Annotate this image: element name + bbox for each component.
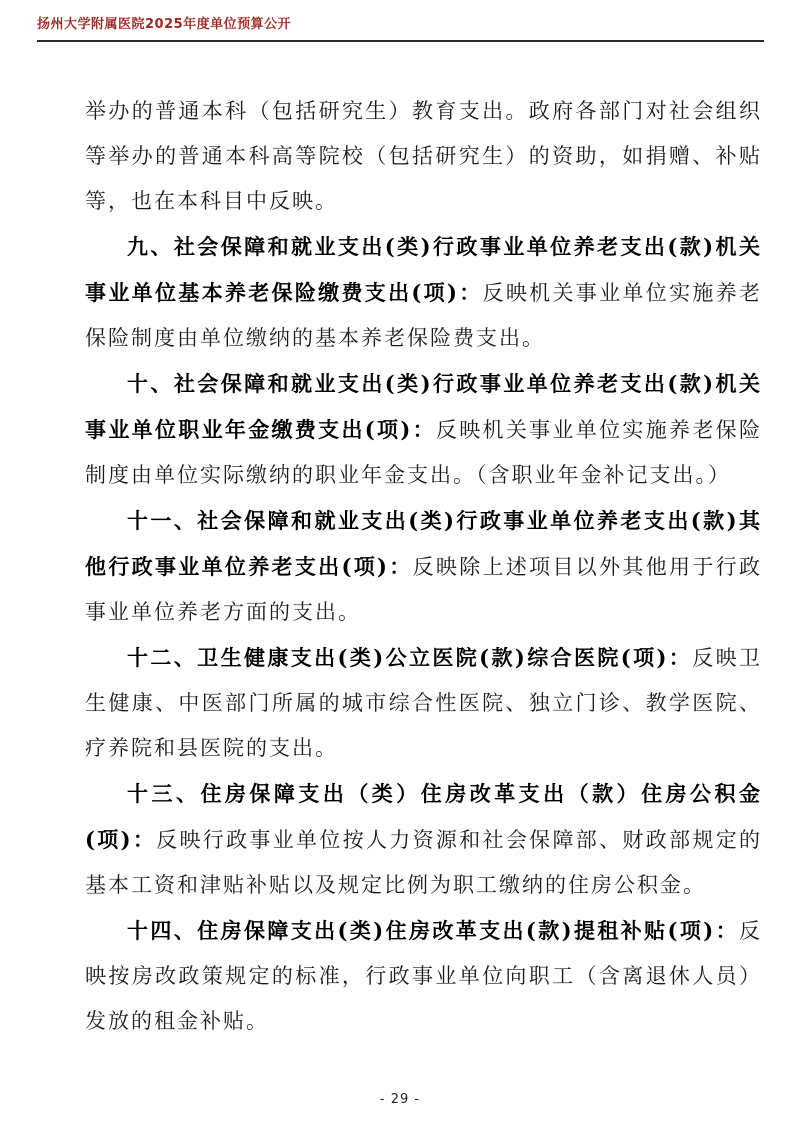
page-header xyxy=(37,0,764,42)
body-paragraph xyxy=(85,224,762,361)
body-paragraph xyxy=(85,635,762,771)
paragraph-text: 反映卫生健康、中医部门所属的城市综合性医院、独立门诊、教学医院、疗养院和县医院的支出。 xyxy=(85,646,763,760)
body-paragraph xyxy=(85,908,762,1044)
paragraph-lead: 十一、社会保障和就业支出(类)行政事业单位养老支出(款)其他行政事业单位养老支出(项)： xyxy=(85,508,762,579)
body-paragraph xyxy=(85,498,762,635)
body-paragraph xyxy=(85,361,762,498)
document-body xyxy=(85,88,762,1044)
header-rule xyxy=(37,40,764,42)
paragraph-text: 反映按房改政策规定的标准，行政事业单位向职工（含离退休人员）发放的租金补贴。 xyxy=(85,919,762,1033)
paragraph-lead: 十三、住房保障支出（类）住房改革支出（款）住房公积金(项)： xyxy=(85,781,762,852)
paragraph-text: 反映行政事业单位按人力资源和社会保障部、财政部规定的基本工资和津贴补贴以及规定比例为职工缴纳的住房公积金。 xyxy=(85,828,763,897)
paragraph-lead: 十、社会保障和就业支出(类)行政事业单位养老支出(款)机关事业单位职业年金缴费支出(项)： xyxy=(85,371,762,442)
body-paragraph xyxy=(85,88,762,224)
paragraph-text: 反映机关事业单位实施养老保险制度由单位缴纳的基本养老保险费支出。 xyxy=(85,281,763,350)
paragraph-text: 举办的普通本科（包括研究生）教育支出。政府各部门对社会组织等举办的普通本科高等院校（包括研究生）的资助，如捐赠、补贴等，也在本科目中反映。 xyxy=(85,99,762,213)
page-footer xyxy=(0,1092,800,1107)
header-title: 扬州大学附属医院2025年度单位预算公开 xyxy=(37,17,292,32)
paragraph-lead: 九、社会保障和就业支出(类)行政事业单位养老支出(款)机关事业单位基本养老保险缴费支出(项)： xyxy=(85,234,762,305)
paragraph-text: 反映机关事业单位实施养老保险制度由单位实际缴纳的职业年金支出。（含职业年金补记支出。） xyxy=(85,418,762,487)
page-number: - 29 - xyxy=(379,1092,421,1107)
paragraph-lead: 十四、住房保障支出(类)住房改革支出(款)提租补贴(项)： xyxy=(127,918,739,943)
paragraph-lead: 十二、卫生健康支出(类)公立医院(款)综合医院(项)： xyxy=(127,645,693,670)
body-paragraph xyxy=(85,771,762,908)
paragraph-text: 反映除上述项目以外其他用于行政事业单位养老方面的支出。 xyxy=(85,555,762,624)
